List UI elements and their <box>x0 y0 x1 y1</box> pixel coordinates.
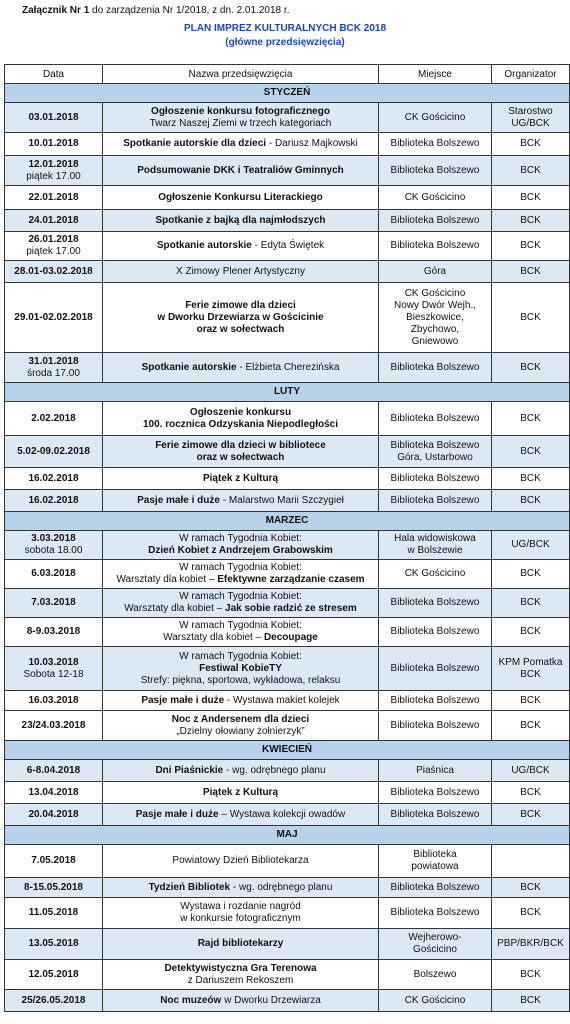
organizer-cell: BCK <box>492 436 570 468</box>
table-row <box>5 156 570 186</box>
date-cell: 10.03.2018 Sobota 12-18 <box>5 647 103 691</box>
place-cell: Biblioteka Bolszewo <box>379 804 492 826</box>
organizer-cell: PBP/BKR/BCK <box>492 929 570 960</box>
date-cell: 10.01.2018 <box>5 133 103 156</box>
table-row <box>5 468 570 490</box>
date-cell: 23/24.03.2018 <box>5 711 103 741</box>
table-row <box>5 898 570 929</box>
table-row <box>5 436 570 468</box>
event-cell: W ramach Tygodnia Kobiet: Warsztaty dla kobiet – Jak sobie radzić ze stresem <box>103 589 379 618</box>
organizer-cell: BCK <box>492 210 570 232</box>
event-cell: Spotkanie z bajką dla najmłodszych <box>103 210 379 232</box>
event-cell: W ramach Tygodnia Kobiet: Warsztaty dla kobiet – Decoupage <box>103 618 379 647</box>
place-cell: Biblioteka powiatowa <box>379 845 492 878</box>
date-cell: 3.03.2018 sobota 18.00 <box>5 531 103 560</box>
place-cell: Biblioteka Bolszewo <box>379 691 492 711</box>
event-cell: Piątek z Kulturą <box>103 468 379 490</box>
place-cell: Biblioteka Bolszewo Góra, Ustarbowo <box>379 436 492 468</box>
month-row <box>5 741 570 760</box>
organizer-cell: BCK <box>492 490 570 512</box>
month-label: STYCZEŃ <box>5 84 570 103</box>
organizer-cell: Starostwo UG/BCK <box>492 103 570 133</box>
place-cell: Biblioteka Bolszewo <box>379 898 492 929</box>
event-cell: Noc z Andersenem dla dzieci „Dzielny ołowiany żołnierzyk” <box>103 711 379 741</box>
date-cell: 2.02.2018 <box>5 402 103 436</box>
date-cell: 16.02.2018 <box>5 490 103 512</box>
month-label: MARZEC <box>5 512 570 531</box>
organizer-cell: BCK <box>492 353 570 383</box>
table-row <box>5 760 570 782</box>
event-cell: W ramach Tygodnia Kobiet: Dzień Kobiet z Andrzejem Grabowskim <box>103 531 379 560</box>
table-row <box>5 618 570 647</box>
date-cell: 13.04.2018 <box>5 782 103 804</box>
event-cell: W ramach Tygodnia Kobiet: Festiwal KobieTY Strefy: piękna, sportowa, wykładowa, relaksu <box>103 647 379 691</box>
event-cell: Rajd bibliotekarzy <box>103 929 379 960</box>
organizer-cell: BCK <box>492 589 570 618</box>
place-cell: CK Gościcino <box>379 990 492 1012</box>
event-cell: Pasje małe i duże - Wystawa makiet kolejek <box>103 691 379 711</box>
date-cell: 24.01.2018 <box>5 210 103 232</box>
event-cell: Noc muzeów w Dworku Drzewiarza <box>103 990 379 1012</box>
table-row <box>5 878 570 898</box>
place-cell: Biblioteka Bolszewo <box>379 232 492 261</box>
table-row <box>5 232 570 261</box>
table-row <box>5 845 570 878</box>
organizer-cell: BCK <box>492 560 570 589</box>
place-cell: CK Gościcino Nowy Dwór Wejh., Bieszkowice, Zbychowo, Gniewowo <box>379 283 492 353</box>
table-row <box>5 560 570 589</box>
event-cell: Spotkanie autorskie - Edyta Świętek <box>103 232 379 261</box>
place-cell: CK Gościcino <box>379 103 492 133</box>
date-cell: 03.01.2018 <box>5 103 103 133</box>
organizer-cell: BCK <box>492 468 570 490</box>
organizer-cell: BCK <box>492 898 570 929</box>
place-cell: Biblioteka Bolszewo <box>379 618 492 647</box>
date-cell: 31.01.2018 środa 17.00 <box>5 353 103 383</box>
table-row <box>5 261 570 283</box>
date-cell: 26.01.2018 piątek 17.00 <box>5 232 103 261</box>
annex-line: Załącznik Nr 1 do zarządzenia Nr 1/2018, z dn. 2.01.2018 r. <box>22 5 290 16</box>
organizer-cell: BCK <box>492 402 570 436</box>
event-cell: Pasje małe i duże – Wystawa kolekcji owadów <box>103 804 379 826</box>
date-cell: 8-15.05.2018 <box>5 878 103 898</box>
organizer-cell: BCK <box>492 878 570 898</box>
place-cell: Biblioteka Bolszewo <box>379 878 492 898</box>
date-cell: 7.05.2018 <box>5 845 103 878</box>
table-row <box>5 960 570 990</box>
month-row <box>5 826 570 845</box>
month-label: LUTY <box>5 383 570 402</box>
place-cell: Biblioteka Bolszewo <box>379 402 492 436</box>
month-row <box>5 84 570 103</box>
date-cell: 16.03.2018 <box>5 691 103 711</box>
event-cell: Ferie zimowe dla dzieci w Dworku Drzewiarza w Gościcinie oraz w sołectwach <box>103 283 379 353</box>
date-cell: 12.01.2018 piątek 17.00 <box>5 156 103 186</box>
date-cell: 22.01.2018 <box>5 186 103 210</box>
place-cell: Biblioteka Bolszewo <box>379 468 492 490</box>
place-cell: Biblioteka Bolszewo <box>379 353 492 383</box>
month-label: KWIECIEŃ <box>5 741 570 760</box>
organizer-cell: BCK <box>492 990 570 1012</box>
event-cell: Detektywistyczna Gra Terenowa z Dariuszem Rekoszem <box>103 960 379 990</box>
date-cell: 8-9.03.2018 <box>5 618 103 647</box>
organizer-cell: BCK <box>492 232 570 261</box>
table-row <box>5 133 570 156</box>
date-cell: 29.01-02.02.2018 <box>5 283 103 353</box>
event-cell: X Zimowy Plener Artystyczny <box>103 261 379 283</box>
table-row <box>5 353 570 383</box>
organizer-cell: BCK <box>492 691 570 711</box>
organizer-cell: BCK <box>492 782 570 804</box>
month-row <box>5 512 570 531</box>
organizer-cell: KPM Pomatka BCK <box>492 647 570 691</box>
organizer-cell: BCK <box>492 186 570 210</box>
date-cell: 6.03.2018 <box>5 560 103 589</box>
event-cell: Spotkanie autorskie dla dzieci - Dariusz Majkowski <box>103 133 379 156</box>
event-cell: Ogłoszenie Konkursu Literackiego <box>103 186 379 210</box>
month-row <box>5 383 570 402</box>
place-cell: Biblioteka Bolszewo <box>379 210 492 232</box>
date-cell: 16.02.2018 <box>5 468 103 490</box>
date-cell: 12.05.2018 <box>5 960 103 990</box>
date-cell: 5.02-09.02.2018 <box>5 436 103 468</box>
place-cell: Biblioteka Bolszewo <box>379 133 492 156</box>
date-cell: 7.03.2018 <box>5 589 103 618</box>
document-subtitle: (główne przedsięwzięcia) <box>225 37 345 48</box>
organizer-cell: UG/BCK <box>492 531 570 560</box>
table-row <box>5 647 570 691</box>
organizer-cell: BCK <box>492 618 570 647</box>
table-row <box>5 589 570 618</box>
table-row <box>5 691 570 711</box>
event-cell: Ogłoszenie konkursu 100. rocznica Odzyskania Niepodległości <box>103 402 379 436</box>
date-cell: 13.05.2018 <box>5 929 103 960</box>
date-cell: 20.04.2018 <box>5 804 103 826</box>
event-cell: Ferie zimowe dla dzieci w bibliotece oraz w sołectwach <box>103 436 379 468</box>
col-header-place: Miejsce <box>379 65 492 84</box>
event-cell: Piątek z Kulturą <box>103 782 379 804</box>
place-cell: Piaśnica <box>379 760 492 782</box>
table-row <box>5 186 570 210</box>
place-cell: Biblioteka Bolszewo <box>379 589 492 618</box>
month-label: MAJ <box>5 826 570 845</box>
table-row <box>5 531 570 560</box>
date-cell: 6-8.04.2018 <box>5 760 103 782</box>
organizer-cell: BCK <box>492 960 570 990</box>
place-cell: Biblioteka Bolszewo <box>379 490 492 512</box>
place-cell: Bolszewo <box>379 960 492 990</box>
date-cell: 25/26.05.2018 <box>5 990 103 1012</box>
place-cell: Biblioteka Bolszewo <box>379 156 492 186</box>
place-cell: Góra <box>379 261 492 283</box>
place-cell: Wejherowo- Gościcino <box>379 929 492 960</box>
organizer-cell: BCK <box>492 261 570 283</box>
place-cell: Hala widowiskowa w Bolszewie <box>379 531 492 560</box>
col-header-date: Data <box>5 65 103 84</box>
table-row <box>5 782 570 804</box>
organizer-cell: BCK <box>492 711 570 741</box>
event-cell: Ogłoszenie konkursu fotograficznego Twarz Naszej Ziemi w trzech kategoriach <box>103 103 379 133</box>
col-header-organizer: Organizator <box>492 65 570 84</box>
organizer-cell: BCK <box>492 156 570 186</box>
table-row <box>5 711 570 741</box>
table-row <box>5 804 570 826</box>
place-cell: CK Gościcino <box>379 560 492 589</box>
event-cell: Wystawa i rozdanie nagród w konkursie fotograficznym <box>103 898 379 929</box>
events-table <box>4 64 570 1012</box>
table-row <box>5 402 570 436</box>
place-cell: CK Gościcino <box>379 186 492 210</box>
organizer-cell <box>492 845 570 878</box>
event-cell: Spotkanie autorskie - Elżbieta Cherezińska <box>103 353 379 383</box>
document-title: PLAN IMPREZ KULTURALNYCH BCK 2018 <box>183 23 387 34</box>
table-row <box>5 283 570 353</box>
place-cell: Biblioteka Bolszewo <box>379 711 492 741</box>
document-header <box>0 0 570 60</box>
event-cell: Tydzień Bibliotek - wg. odrębnego planu <box>103 878 379 898</box>
table-row <box>5 210 570 232</box>
organizer-cell: BCK <box>492 804 570 826</box>
date-cell: 11.05.2018 <box>5 898 103 929</box>
organizer-cell: BCK <box>492 133 570 156</box>
event-cell: Dni Piaśnickie - wg. odrębnego planu <box>103 760 379 782</box>
table-row <box>5 103 570 133</box>
organizer-cell: UG/BCK <box>492 760 570 782</box>
col-header-name: Nazwa przedsięwzięcia <box>103 65 379 84</box>
table-row <box>5 929 570 960</box>
event-cell: Powiatowy Dzień Bibliotekarza <box>103 845 379 878</box>
event-cell: W ramach Tygodnia Kobiet: Warsztaty dla kobiet – Efektywne zarządzanie czasem <box>103 560 379 589</box>
organizer-cell: BCK <box>492 283 570 353</box>
place-cell: Biblioteka Bolszewo <box>379 647 492 691</box>
event-cell: Pasje małe i duże - Malarstwo Marii Szczygieł <box>103 490 379 512</box>
table-row <box>5 490 570 512</box>
table-header-row <box>5 65 570 84</box>
event-cell: Podsumowanie DKK i Teatraliów Gminnych <box>103 156 379 186</box>
place-cell: Biblioteka Bolszewo <box>379 782 492 804</box>
date-cell: 28.01-03.02.2018 <box>5 261 103 283</box>
table-row <box>5 990 570 1012</box>
